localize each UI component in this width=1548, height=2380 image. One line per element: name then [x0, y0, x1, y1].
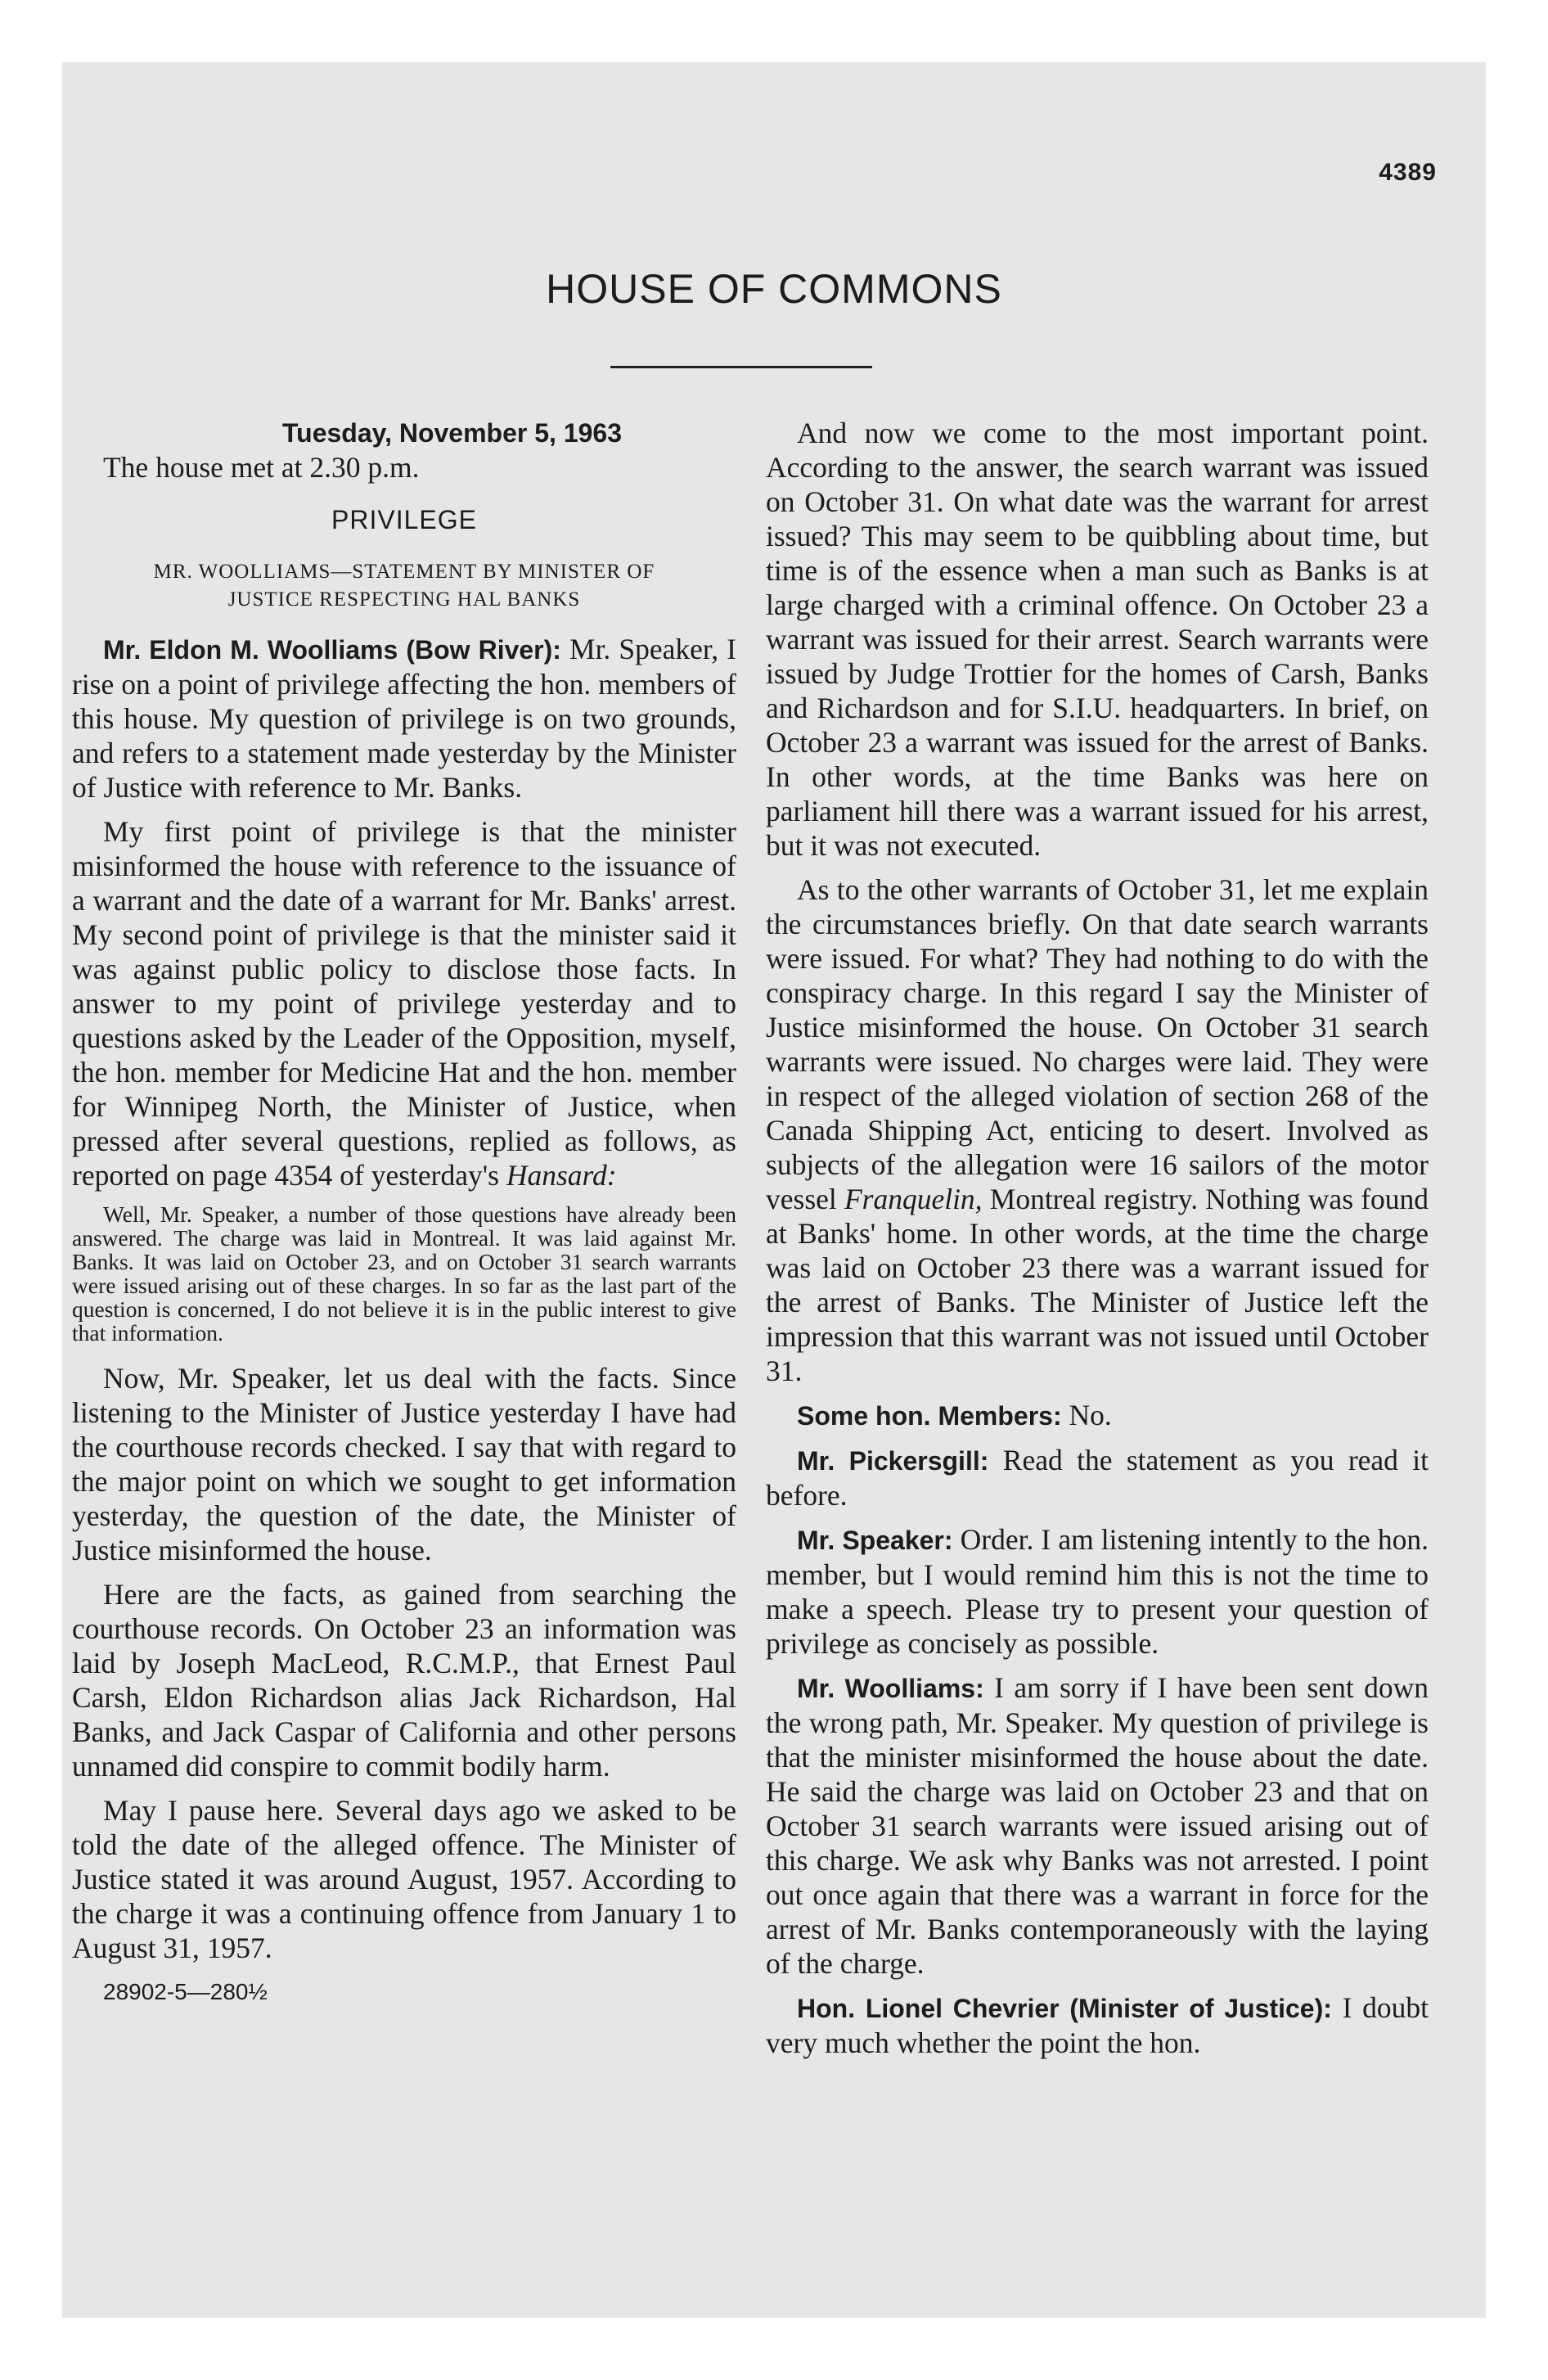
section-subheading [72, 558, 736, 614]
opening-line: The house met at 2.30 p.m. [103, 451, 420, 484]
paragraph-text: Mr. Speaker, I rise on a point of privilege affecting the hon. members of this house. My question of privilege is on two grounds, and refers to a statement made yesterday by the Minister of Justice with reference to Mr. Banks. [72, 633, 736, 804]
paragraph [766, 872, 1429, 1388]
speaker-name: Mr. Pickersgill: [797, 1446, 989, 1476]
paragraph: Here are the facts, as gained from searching the courthouse records. On October 23 an information was laid by Joseph MacLeod, R.C.M.P., that Ernest Paul Carsh, Eldon Richardson alias Jack Richardson, Hal Banks, and Jack Caspar of California and other persons unnamed did conspire to commit bodily harm. [72, 1578, 736, 1783]
print-reference: 28902-5—280½ [103, 1979, 268, 2004]
paragraph-text: As to the other warrants of October 31, let me explain the circumstances briefly. On that date search warrants were issued. For what? They had nothing to do with the conspiracy charge. In this regard I say the Minister of Justice misinformed the house. On October 31 search warrants were issued. No charges were laid. They were in respect of the alleged violation of section 268 of the Canada Shipping Act, enticing to desert. Involved as subjects of the allegation were 16 sailors of the motor vessel [766, 873, 1429, 1215]
speaker-name: Some hon. Members: [797, 1401, 1062, 1431]
paragraph [766, 1990, 1429, 2060]
paragraph-text: Montreal registry. Nothing was found at Banks' home. In other words, at the time the charge was laid on October 23 there was a warrant issued for the arrest of Banks. The Minister of Justice left the impression that this warrant was not issued until October 31. [766, 1183, 1429, 1387]
speaker-name: Hon. Lionel Chevrier (Minister of Justice): [797, 1994, 1332, 2023]
paragraph [766, 1443, 1429, 1512]
paragraph-text: Order. I am listening intently to the hon. member, but I would remind him this is not the time to make a speech. Please try to present your question of privilege as concisely as possible. [766, 1523, 1429, 1660]
right-column [766, 416, 1429, 2070]
paragraph: May I pause here. Several days ago we asked to be told the date of the alleged offence. The Minister of Justice stated it was around August, 1957. According to the charge it was a continuing offence from January 1 to August 31, 1957. [72, 1794, 736, 1964]
speaker-name: Mr. Speaker: [797, 1526, 953, 1555]
paragraph-text: I am sorry if I have been sent down the wrong path, Mr. Speaker. My question of privilege is that the minister misinformed the house about the date. He said the charge was laid on October 23 and that on October 31 search warrants were issued arising out of this charge. We ask why Banks was not arrested. I point out once again that there was a warrant in force for the arrest of Mr. Banks contemporaneously with the laying of the charge. [766, 1671, 1429, 1980]
vessel-name: Franquelin, [844, 1183, 983, 1215]
speaker-name: Mr. Woolliams: [797, 1674, 984, 1703]
section-heading: PRIVILEGE [331, 505, 477, 534]
subheading-line-1: MR. WOOLLIAMS—STATEMENT BY MINISTER OF [153, 561, 655, 583]
paragraph [72, 632, 736, 805]
title-divider [610, 366, 872, 368]
paragraph [766, 1670, 1429, 1981]
paragraph: Now, Mr. Speaker, let us deal with the facts. Since listening to the Minister of Justice yesterday I have had the courthouse records checked. I say that with regard to the major point on which we sought to get information yesterday, the question of the date, the Minister of Justice misinformed the house. [72, 1362, 736, 1566]
paragraph-text: I doubt very much whether the point the hon. [766, 1991, 1429, 2059]
sitting-date: Tuesday, November 5, 1963 [281, 418, 622, 448]
paragraph [72, 814, 736, 1192]
block-quote: Well, Mr. Speaker, a number of those questions have already been answered. The charge was laid in Montreal. It was laid against Mr. Banks. It was laid on October 23, and on October 31 search warrants were issued arising out of these charges. In so far as the last part of the question is concerned, I do not believe it is in the public interest to give that information. [72, 1201, 736, 1346]
paragraph: And now we come to the most important point. According to the answer, the search warrant was issued on October 31. On what date was the warrant for arrest issued? This may seem to be quibbling about time, but time is of the essence when a man such as Banks is at large charged with a criminal offence. On October 23 a warrant was issued for their arrest. Search warrants were issued by Judge Trottier for the homes of Carsh, Banks and Richardson and for S.I.U. headquarters. In brief, on October 23 a warrant was issued for the arrest of Banks. In other words, at the time Banks was here on parliament hill there was a warrant issued for his arrest, but it was not executed. [766, 417, 1429, 862]
page-number: 4389 [1379, 159, 1437, 186]
page-title: HOUSE OF COMMONS [546, 266, 1002, 312]
paragraph [766, 1522, 1429, 1661]
paragraph-text: No. [1069, 1399, 1112, 1431]
paragraph-text: My first point of privilege is that the minister misinformed the house with reference to the issuance of a warrant and the date of a warrant for Mr. Banks' arrest. My second point of privilege is that the minister said it was against public policy to disclose those facts. In answer to my point of privilege yesterday and to questions asked by the Leader of the Opposition, myself, the hon. member for Medicine Hat and the hon. member for Winnipeg North, the Minister of Justice, when pressed after several questions, replied as follows, as reported on page 4354 of yesterday's [72, 815, 736, 1192]
subheading-line-2: JUSTICE RESPECTING HAL BANKS [227, 588, 581, 611]
speaker-name: Mr. Eldon M. Woolliams (Bow River): [103, 635, 561, 665]
document-page [62, 62, 1486, 2318]
hansard-reference: Hansard: [506, 1159, 617, 1192]
paragraph [766, 1398, 1429, 1433]
left-column [72, 416, 736, 2009]
paragraph-text: Read the statement as you read it before. [766, 1444, 1429, 1512]
